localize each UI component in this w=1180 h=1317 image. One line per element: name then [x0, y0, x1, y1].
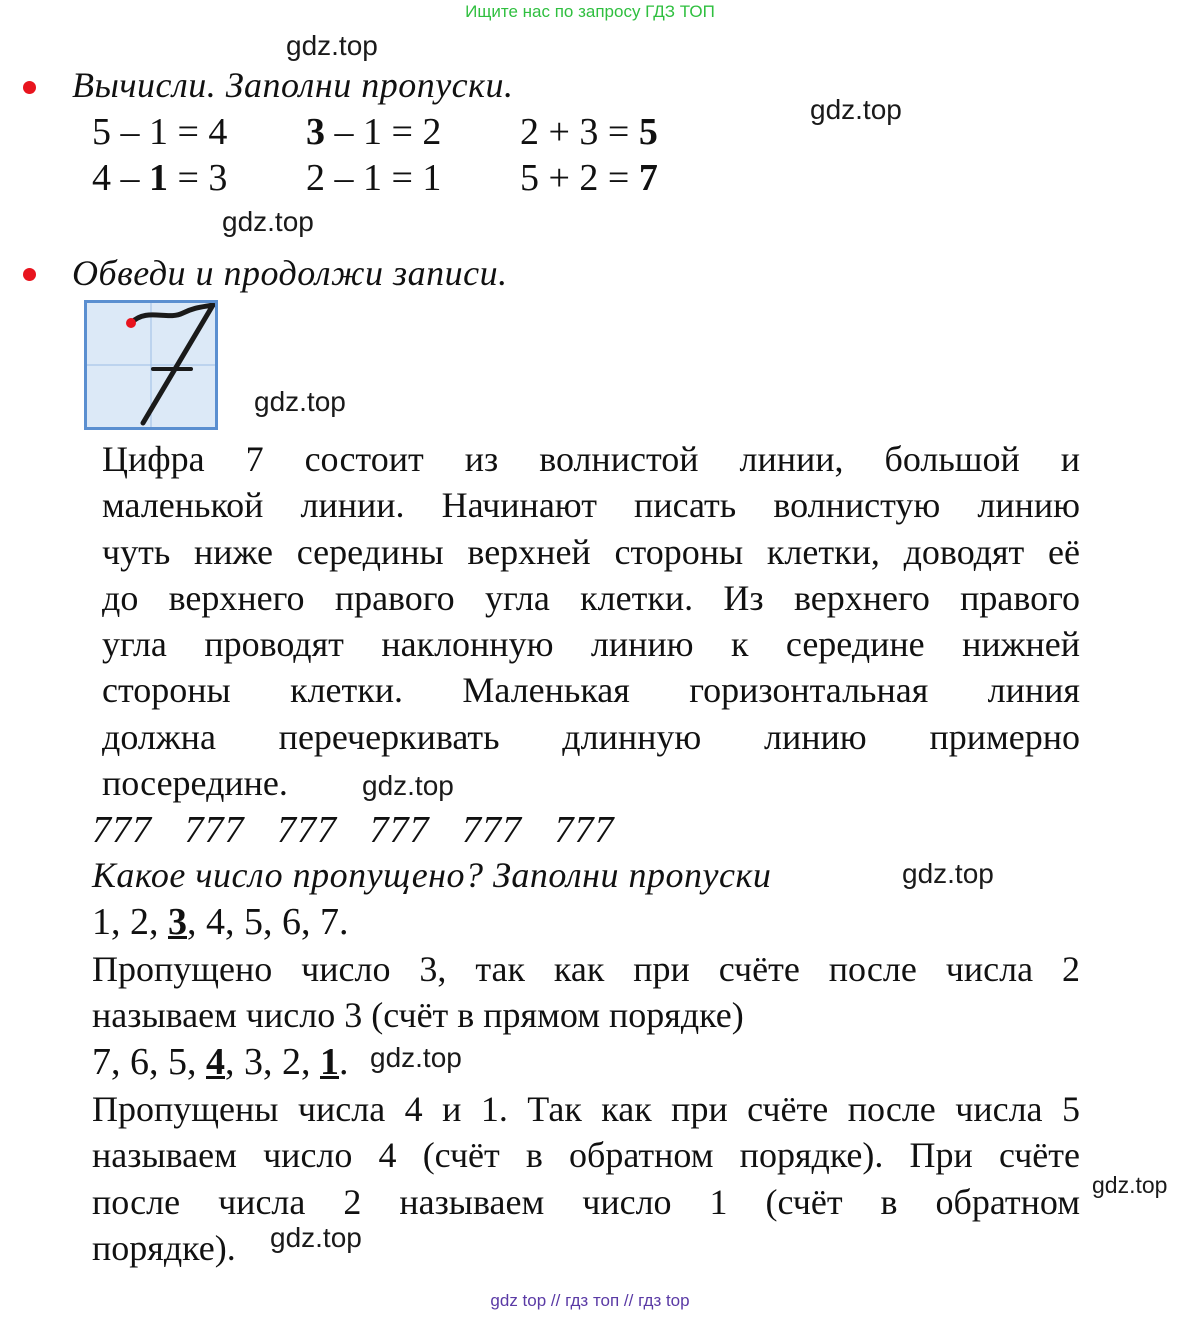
section1-heading: Вычисли. Заполни пропуски.	[72, 65, 514, 105]
equation: 5 – 1 = 4	[92, 111, 228, 153]
top-banner: Ищите нас по запросу ГДЗ ТОП	[465, 2, 715, 21]
digit-seven-icon	[87, 303, 215, 427]
equation: 2 – 1 = 1	[306, 157, 442, 199]
sequence-forward: 1, 2, 3, 4, 5, 6, 7.	[92, 901, 349, 943]
sequence-backward: 7, 6, 5, 4, 3, 2, 1.	[92, 1041, 349, 1083]
watermark: gdz.top	[902, 858, 994, 889]
digit-row: 777 777 777 777 777 777	[92, 809, 615, 851]
explanation-backward: Пропущены числа 4 и 1. Так как при счёте после числа 5 называем число 4 (счёт в обратном порядке). При счёте после числа 2 называем число 1 (счёт в обратном порядке).	[92, 1089, 1080, 1268]
question-heading: Какое число пропущено? Заполни пропуски	[92, 855, 772, 895]
equation: 4 – 1 = 3	[92, 157, 228, 199]
equation: 3 – 1 = 2	[306, 111, 442, 153]
watermark: gdz.top	[362, 770, 454, 801]
watermark: gdz.top	[1092, 1172, 1168, 1198]
equation: 5 + 2 = 7	[520, 157, 658, 199]
watermark: gdz.top	[254, 386, 346, 417]
section2-heading: Обведи и продолжи записи.	[72, 253, 508, 293]
watermark: gdz.top	[810, 94, 902, 125]
bullet-icon	[23, 268, 36, 281]
description-paragraph: Цифра 7 состоит из волнистой линии, большой и маленькой линии. Начинают писать волнистую линию чуть ниже середины верхней стороны клетки, доводят её до верхнего правого угла клетки. Из верхнего правого угла проводят наклонную линию к середине нижней стороны клетки. Маленькая горизонтальная линия должна перечеркивать длинную линию примерно посередине.	[102, 439, 1080, 804]
digit-seven-cell	[84, 300, 218, 430]
equation: 2 + 3 = 5	[520, 111, 658, 153]
explanation-forward: Пропущено число 3, так как при счёте после числа 2 называем число 3 (счёт в прямом порядке)	[92, 949, 1080, 1036]
watermark: gdz.top	[370, 1042, 462, 1073]
watermark: gdz.top	[286, 30, 378, 61]
footer-links[interactable]: gdz top // гдз топ // гдз top	[490, 1291, 690, 1310]
bullet-icon	[23, 81, 36, 94]
watermark: gdz.top	[270, 1222, 362, 1253]
watermark: gdz.top	[222, 206, 314, 237]
